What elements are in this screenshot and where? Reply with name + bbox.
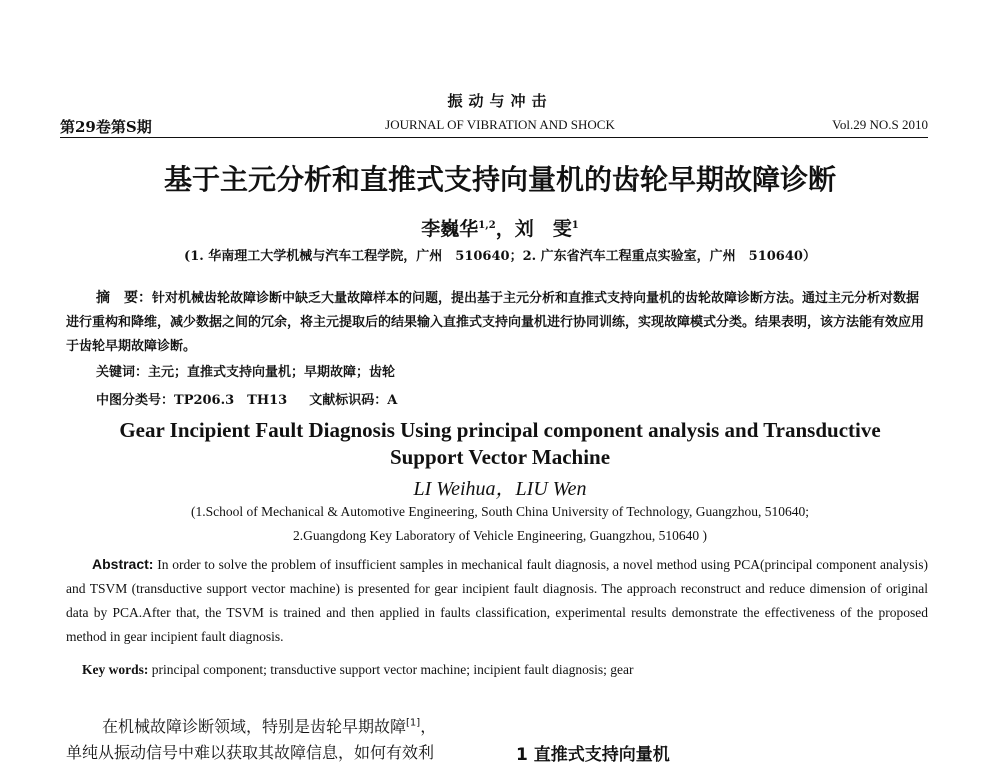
author-separator: ， [495, 218, 515, 240]
keywords-en [82, 662, 634, 678]
header-rule [60, 137, 928, 138]
clc-label: 中图分类号： [96, 393, 175, 408]
doc-code-value: A [387, 393, 398, 408]
abstract-cn-text: 针对机械齿轮故障诊断中缺乏大量故障样本的问题，提出基于主元分析和直推式支持向量机的齿轮故障诊断方法。通过主元分析对数据进行重构和降维，减少数据之间的冗余，将主元提取后的结果输入直推式支持向量机进行协同训练，实现故障模式分类。结果表明，该方法能有效应用于齿轮早期故障诊断。 [66, 291, 925, 354]
clc-value: TP206.3 TH13 [174, 393, 288, 408]
paper-title-cn: 基于主元分析和直推式支持向量机的齿轮早期故障诊断 [163, 163, 836, 196]
authors-cn [0, 214, 1000, 241]
keywords-en-label: Key words: [82, 662, 149, 677]
keywords-cn [96, 361, 395, 385]
authors-en: LI Weihua，LIU Wen [413, 478, 587, 500]
abstract-en-label: Abstract: [92, 556, 154, 572]
paper-title-en: Gear Incipient Fault Diagnosis Using principal component analysis and Transductive Support Vector Machine [119, 418, 881, 469]
keywords-cn-label: 关键词： [96, 365, 149, 380]
author-2-name: 刘 雯 [514, 218, 572, 240]
doc-code-label: 文献标识码： [309, 393, 388, 408]
volume-issue-en: Vol.29 NO.S 2010 [832, 117, 928, 132]
body-text-line-1 [102, 714, 436, 737]
journal-name-cn: 振动与冲击 [447, 92, 553, 110]
reference-mark[interactable]: [1] [406, 717, 421, 729]
affiliation-en-line-2: 2.Guangdong Key Laboratory of Vehicle Engineering, Guangzhou, 510640 ) [292, 528, 708, 543]
author-1-affil-mark: 1,2 [478, 220, 496, 231]
keywords-cn-text: 主元；直推式支持向量机；早期故障；齿轮 [148, 365, 396, 380]
author-2-affil-mark: 1 [571, 220, 579, 231]
body-line-1-punct: ， [420, 717, 437, 736]
abstract-en [66, 552, 928, 649]
abstract-cn-label: 摘 要： [96, 290, 152, 306]
body-line-1-text: 在机械故障诊断领域，特别是齿轮早期故障 [102, 717, 407, 736]
abstract-cn [66, 286, 928, 359]
journal-name-en: JOURNAL OF VIBRATION AND SHOCK [385, 117, 615, 132]
affiliation-en-line-1: (1.School of Mechanical & Automotive Engineering, South China University of Technology, Guangzhou, 510640; [190, 504, 810, 519]
classification-cn [96, 389, 397, 413]
affiliation-cn: (1. 华南理工大学机械与汽车工程学院，广州 510640；2. 广东省汽车工程重点实验室，广州 510640） [184, 249, 816, 264]
body-text-line-2: 单纯从振动信号中难以获取其故障信息，如何有效利 [66, 743, 435, 762]
abstract-en-text: In order to solve the problem of insufficient samples in mechanical fault diagnosis, a novel method using PCA(principal component analysis) and TSVM (transductive support vector machine) is presented for gear incipient fault diagnosis. The approach reconstruct and reduce dimension of original data by PCA.After that, the TSVM is trained and then applied in faults classification, experimental results demonstrate the effectiveness of the proposed method in gear incipient fault diagnosis. [66, 557, 928, 644]
keywords-en-text: principal component; transductive support vector machine; incipient fault diagnosis; gear [148, 662, 634, 677]
section-heading-1: 1 直推式支持向量机 [516, 745, 670, 765]
volume-issue-cn: 第29卷第S期 [60, 118, 152, 136]
author-1-name: 李巍华 [421, 218, 479, 240]
